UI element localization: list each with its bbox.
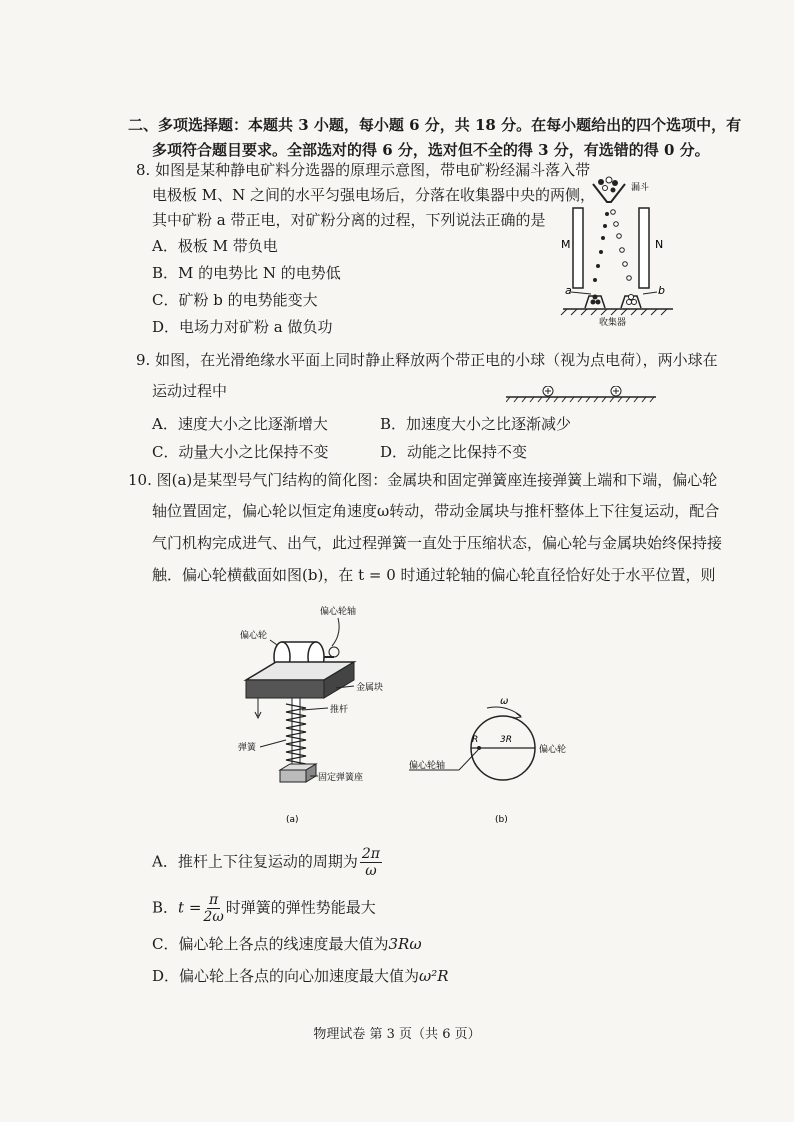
wheel-label-b: 偏心轮 [539,745,567,755]
q10-line3: 气门机构完成进气、出气，此过程弹簧一直处于压缩状态，偏心轮与金属块始终保持接 [152,534,723,552]
q10-option-b-numerator: π [208,892,219,908]
q10-option-b [152,892,376,925]
r-label: R [472,735,479,745]
q10-option-a-denominator: ω [365,863,377,879]
q10-option-a [152,846,384,879]
q8-line1: 8. 如图是某种静电矿料分选器的原理示意图，带电矿粉经漏斗落入带 [136,161,591,179]
caption-b: (b) [495,815,508,825]
particles-b [611,210,632,281]
wheel-label: 偏心轮 [240,631,268,641]
plate-m-label: M [561,238,571,251]
seat-label: 固定弹簧座 [318,773,364,783]
q10-option-c-formula: 3Rω [388,935,422,953]
q9-line2: 运动过程中 [152,382,228,400]
q10-option-d-text: D．偏心轮上各点的向心加速度最大值为 [152,967,420,985]
q10-option-c-text: C．偏心轮上各点的线速度最大值为 [152,935,389,953]
q10-line4: 触．偏心轮横截面如图(b)，在 t = 0 时通过轮轴的偏心轮直径恰好处于水平位置，则 [152,566,716,584]
label-a: a [565,284,572,297]
q9-line1: 9. 如图，在光滑绝缘水平面上同时静止释放两个带正电的小球（视为点电荷），两小球在 [136,351,718,369]
section-heading-line1: 二、多项选择题：本题共 3 小题，每小题 6 分，共 18 分。在每小题给出的四个选项中，有 [128,116,742,134]
funnel-label: 漏斗 [631,183,650,193]
caption-a: (a) [286,815,299,825]
q8-line3: 其中矿粉 a 带正电，对矿粉分离的过程，下列说法正确的是 [152,211,546,229]
block-label: 金属块 [356,683,384,693]
q10-line2: 轴位置固定，偏心轮以恒定角速度ω转动，带动金属块与推杆整体上下往复运动，配合 [152,502,720,520]
rod-label: 推杆 [330,705,349,715]
omega-label-b: ω [500,696,509,707]
q10-option-c [152,934,422,954]
q10-option-a-numerator: 2π [361,846,380,862]
ball-1 [543,386,553,396]
wheel-figure-b [405,690,590,830]
q8-option-b: B．M 的电势比 N 的电势低 [152,264,341,282]
q10-option-d [152,966,449,986]
q9-option-b: B．加速度大小之比逐渐减少 [380,415,572,433]
q8-option-c: C．矿粉 b 的电势能变大 [152,291,318,309]
spring-label: 弹簧 [238,743,257,753]
collector-label: 收集器 [599,318,627,328]
separator-figure [555,168,685,328]
q8-option-d: D．电场力对矿粉 a 做负功 [152,318,333,336]
ball-2 [611,386,621,396]
q8-line2: 电极板 M、N 之间的水平匀强电场后，分落在收集器中央的两侧， [152,186,596,204]
section-heading-line2: 多项符合题目要求。全部选对的得 6 分，选对但不全的得 3 分，有选错的得 0 分。 [152,141,710,159]
plate-n-label: N [655,238,664,251]
charged-balls-figure [506,386,656,406]
q10-option-d-formula: ω²R [419,967,449,985]
page-footer: 物理试卷 第 3 页（共 6 页） [313,1027,481,1042]
q9-option-c: C．动量大小之比保持不变 [152,443,329,461]
q9-option-d: D．动能之比保持不变 [380,443,528,461]
axle-label-b: 偏心轮轴 [409,761,446,771]
q10-option-b-suffix: 时弹簧的弹性势能最大 [225,898,376,917]
q10-option-b-fraction [203,892,223,925]
particles-a [593,212,609,282]
q10-option-a-fraction [360,846,382,879]
plate-n [639,208,649,288]
r3-label: 3R [500,735,512,745]
q10-option-b-denominator: 2ω [203,909,224,925]
valve-figure-a [230,600,410,830]
funnel-shape [593,184,625,202]
q10-option-b-var: t = [178,898,202,917]
axle-point [477,746,481,750]
plate-m [573,208,583,288]
q8-option-a: A．极板 M 带负电 [152,237,278,255]
q9-option-a: A．速度大小之比逐渐增大 [152,415,328,433]
q10-option-a-text: A．推杆上下往复运动的周期为 [152,852,358,871]
axle-label: 偏心轮轴 [320,607,357,617]
label-b: b [658,284,665,297]
q10-option-b-prefix: B． [152,898,179,917]
q10-line1: 10. 图(a)是某型号气门结构的简化图：金属块和固定弹簧座连接弹簧上端和下端，偏心轮 [128,471,718,489]
